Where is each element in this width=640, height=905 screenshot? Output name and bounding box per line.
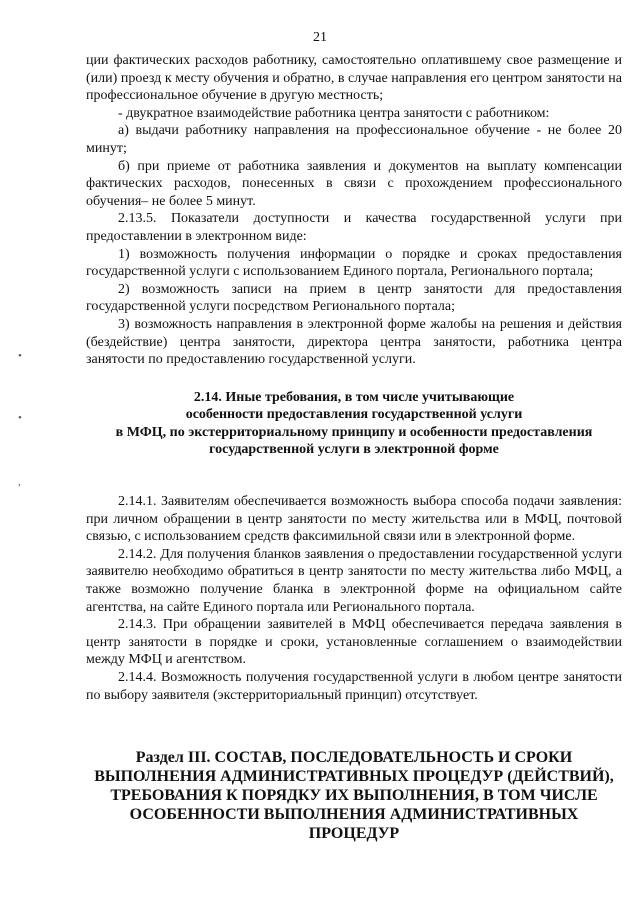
heading-line: ВЫПОЛНЕНИЯ АДМИНИСТРАТИВНЫХ ПРОЦЕДУР (ДЕЙСТВИЙ), (94, 768, 614, 786)
heading-line: ТРЕБОВАНИЯ К ПОРЯДКУ ИХ ВЫПОЛНЕНИЯ, В ТОМ ЧИСЛЕ (110, 787, 598, 805)
heading-line: особенности предоставления государственной услуги (185, 407, 523, 423)
margin-mark: , (18, 476, 21, 488)
heading-line: 2.14. Иные требования, в том числе учитывающие (193, 389, 515, 405)
page-number: 21 (313, 30, 327, 45)
paragraph: 2.14.4. Возможность получения государственной услуги в любом центре занятости по выбору заявителя (экстерриториальный принцип) отсутствует. (86, 670, 622, 703)
paragraph: 3) возможность направления в электронной форме жалобы на решения и действия (бездействие) центра занятости, директора центра занятости, работника центра занятости по предоставлению государственной услуги. (86, 316, 622, 368)
heading-line: в МФЦ, по экстерриториальному принципу и особенности предоставления (115, 424, 593, 440)
paragraph: б) при приеме от работника заявления и документов на выплату компенсации фактических расходов, понесенных в связи с прохождением профессионального обучения– не более 5 минут. (86, 158, 622, 209)
paragraph: 2.14.3. При обращении заявителей в МФЦ обеспечивается передача заявления в центр занятости в порядке и сроки, установленные соглашением о взаимодействии между МФЦ и агентством. (86, 617, 622, 668)
heading-line: государственной услуги в электронной форме (209, 442, 499, 458)
section-heading-3 (86, 748, 622, 843)
paragraph: - двукратное взаимодействие работника центра занятости с работником: (118, 105, 550, 121)
paragraph: ции фактических расходов работнику, самостоятельно оплатившему свое размещение и (или) проезд к месту обучения и обратно, в случае направления его центром занятости на профессиональное обучение в другую местность; (86, 53, 622, 104)
paragraph: 2.14.1. Заявителям обеспечивается возможность выбора способа подачи заявления: при личном обращении в центр занятости по месту жительства или в МФЦ, почтовой связью, с использованием средств факсимильной связи или в электронной форме. (86, 494, 622, 545)
document-body (86, 52, 622, 843)
paragraph: 2) возможность записи на прием в центр занятости для предоставления государственной услуги посредством Регионального портала; (86, 281, 622, 315)
section-heading-2-14 (86, 389, 622, 459)
margin-mark: • (18, 350, 22, 362)
margin-mark: • (18, 412, 22, 424)
heading-line: Раздел III. СОСТАВ, ПОСЛЕДОВАТЕЛЬНОСТЬ И СРОКИ (135, 749, 573, 767)
heading-line: ОСОБЕННОСТИ ВЫПОЛНЕНИЯ АДМИНИСТРАТИВНЫХ ПРОЦЕДУР (129, 806, 579, 843)
paragraph: 2.13.5. Показатели доступности и качества государственной услуги при предоставлении в электронном виде: (86, 211, 622, 244)
paragraph: а) выдачи работнику направления на профессиональное обучение - не более 20 минут; (86, 123, 622, 156)
paragraph: 2.14.2. Для получения бланков заявления о предоставлении государственной услуги заявителю необходимо обратиться в центр занятости по месту жительства либо МФЦ, а также возможно получение бланка в электронной форме на официальном сайте агентства, на сайте Единого портала или Регионального портала. (86, 546, 622, 615)
paragraph: 1) возможность получения информации о порядке и сроках предоставления государственной услуги с использованием Единого портала, Регионального портала; (86, 246, 622, 280)
